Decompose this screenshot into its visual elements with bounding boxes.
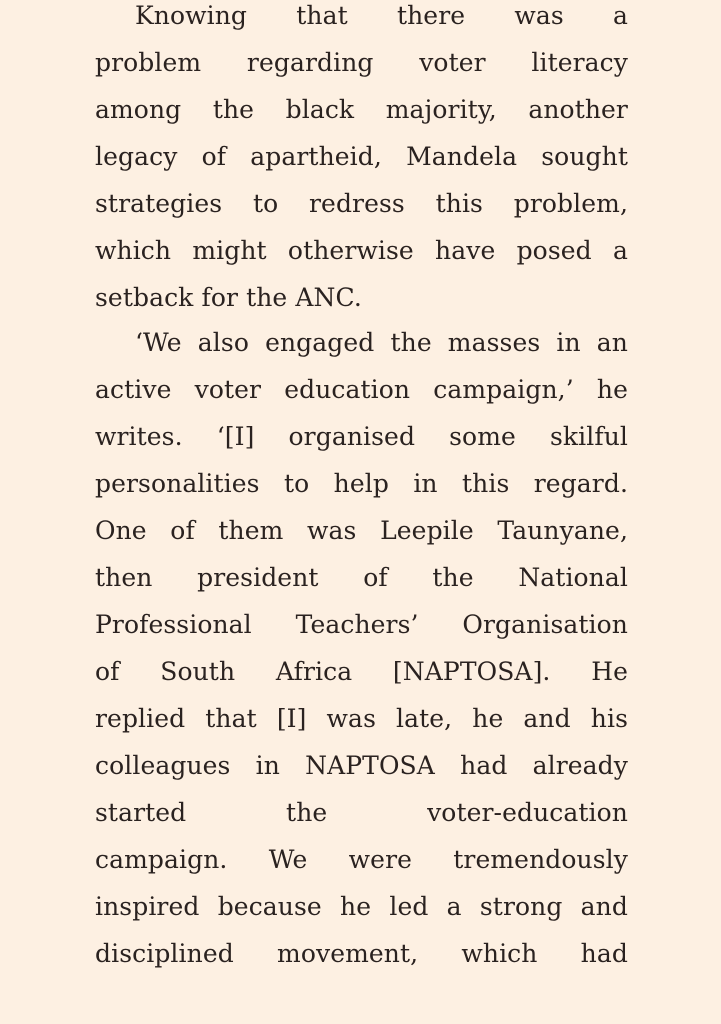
text-line: which might otherwise have posed a [95,236,628,265]
text-line: Professional Teachers’ Organisation [95,610,628,639]
text-line: Knowing that there was a [135,1,628,30]
text-line: disciplined movement, which had [95,939,628,968]
text-line: personalities to help in this regard. [95,469,628,498]
text-line: ‘We also engaged the masses in an [135,328,628,357]
text-line: replied that [I] was late, he and his [95,704,628,733]
text-line: problem regarding voter literacy [95,48,628,77]
text-line: then president of the National [95,563,628,592]
text-line: strategies to redress this problem, [95,189,628,218]
book-page [95,0,628,1024]
paragraph-2 [95,319,628,977]
text-line: active voter education campaign,’ he [95,375,628,404]
text-line: colleagues in NAPTOSA had already [95,751,628,780]
text-line: started the voter-education [95,798,628,827]
text-line: campaign. We were tremendously [95,845,628,874]
text-line: legacy of apartheid, Mandela sought [95,142,628,171]
text-line: of South Africa [NAPTOSA]. He [95,657,628,686]
text-line: inspired because he led a strong and [95,892,628,921]
paragraph-1 [95,0,628,321]
text-line: writes. ‘[I] organised some skilful [95,422,628,451]
text-line: One of them was Leepile Taunyane, [95,516,628,545]
text-line: setback for the ANC. [95,283,362,312]
text-line: among the black majority, another [95,95,628,124]
